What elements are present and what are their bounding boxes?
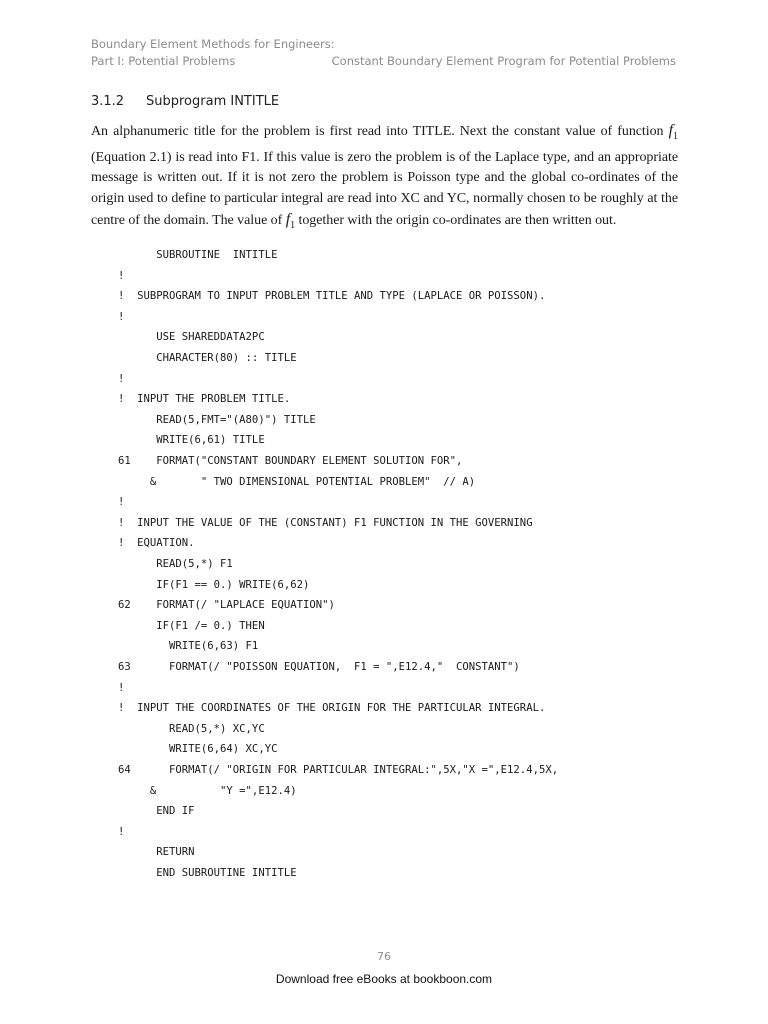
part-title: Part I: Potential Problems <box>91 54 236 68</box>
code-line: END IF <box>118 805 195 818</box>
code-line: END SUBROUTINE INTITLE <box>118 867 297 879</box>
section-heading <box>91 94 279 109</box>
code-line: READ(5,*) XC,YC <box>118 722 265 735</box>
section-number: 3.1.2 <box>91 94 125 109</box>
paragraph-text-3: together with the origin co-ordinates are then written out. <box>295 212 617 228</box>
code-line: ! <box>118 681 125 694</box>
page-number: 76 <box>377 950 391 963</box>
code-line: ! EQUATION. <box>118 537 195 550</box>
running-header-left <box>91 36 335 70</box>
footer-link[interactable]: Download free eBooks at bookboon.com <box>275 972 493 986</box>
chapter-title: Constant Boundary Element Program for Potential Problems <box>331 54 676 68</box>
f1-symbol: $f_1$ <box>285 210 296 231</box>
code-line: READ(5,FMT="(A80)") TITLE <box>118 413 316 426</box>
code-line: IF(F1 == 0.) WRITE(6,62) <box>118 578 310 591</box>
code-line: WRITE(6,63) F1 <box>118 640 259 653</box>
section-title: Subprogram INTITLE <box>146 94 280 109</box>
code-line: ! SUBPROGRAM TO INPUT PROBLEM TITLE AND TYPE (LAPLACE OR POISSON). <box>118 290 546 303</box>
code-line: ! <box>118 825 125 838</box>
code-line: 63 FORMAT(/ "POISSON EQUATION, F1 = ",E12.4," CONSTANT") <box>118 661 520 673</box>
code-line: WRITE(6,64) XC,YC <box>118 743 278 756</box>
code-line: 62 FORMAT(/ "LAPLACE EQUATION") <box>118 599 335 612</box>
code-line: ! <box>118 310 125 323</box>
code-line: & " TWO DIMENSIONAL POTENTIAL PROBLEM" // A) <box>118 475 476 488</box>
code-line: READ(5,*) F1 <box>118 558 233 570</box>
code-line: ! INPUT THE PROBLEM TITLE. <box>118 393 291 406</box>
f1-symbol: $f_1$ <box>668 122 678 143</box>
code-line: ! <box>118 269 125 282</box>
code-line: USE SHAREDDATA2PC <box>118 331 265 344</box>
code-line: 64 FORMAT(/ "ORIGIN FOR PARTICULAR INTEGRAL:",5X,"X =",E12.4,5X, <box>118 764 559 776</box>
code-line: & "Y =",E12.4) <box>118 784 297 797</box>
body-paragraph <box>91 121 678 236</box>
code-line: CHARACTER(80) :: TITLE <box>118 352 297 364</box>
code-line: ! <box>118 496 125 509</box>
paragraph-text-2: (Equation 2.1) is read into F1. If this value is zero the problem is of the Laplace type, and an appropriate message is written out. If it is not zero the problem is Poisson type and the global co-ordinates of the origin used to define to particular integral are read into XC and YC, normally chosen to be roughly at the centre of the domain. The value of <box>91 149 678 228</box>
code-line: RETURN <box>118 846 195 859</box>
code-line: 61 FORMAT("CONSTANT BOUNDARY ELEMENT SOLUTION FOR", <box>118 455 463 467</box>
code-line: ! <box>118 372 125 385</box>
book-title: Boundary Element Methods for Engineers: <box>91 37 335 51</box>
code-line: IF(F1 /= 0.) THEN <box>118 619 265 632</box>
paragraph-text-1: An alphanumeric title for the problem is first read into TITLE. Next the constant value of function <box>91 124 669 139</box>
code-line: WRITE(6,61) TITLE <box>118 434 265 447</box>
code-line: ! INPUT THE VALUE OF THE (CONSTANT) F1 FUNCTION IN THE GOVERNING <box>118 516 533 529</box>
code-line: ! INPUT THE COORDINATES OF THE ORIGIN FOR THE PARTICULAR INTEGRAL. <box>118 702 546 715</box>
code-line: SUBROUTINE INTITLE <box>118 249 278 261</box>
